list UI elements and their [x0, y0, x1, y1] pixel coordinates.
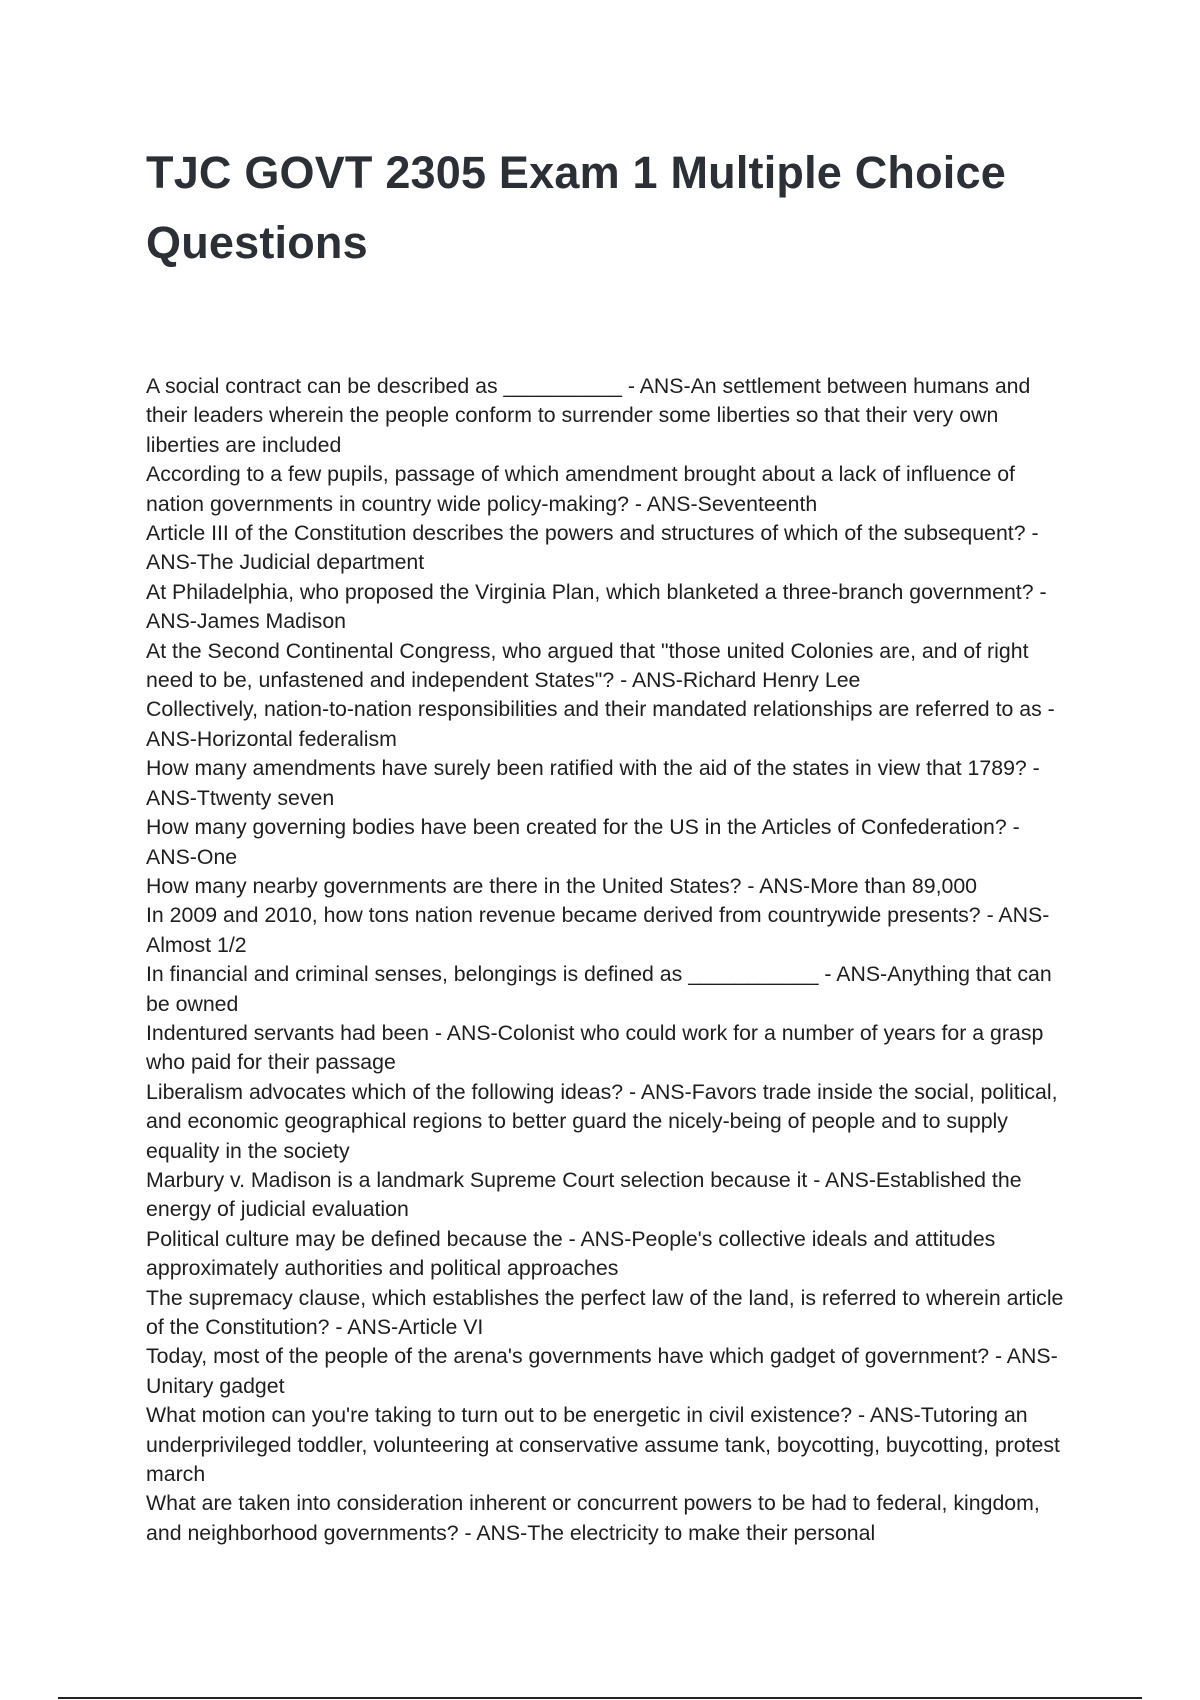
question-answer-item: A social contract can be described as __________ - ANS-An settlement between humans and their leaders wherein the people conform to surrender some liberties so that their very own liberties are included	[146, 374, 1031, 457]
question-answer-item: Article III of the Constitution describes the powers and structures of which of the subsequent? - ANS-The Judicial department	[146, 521, 1039, 575]
footer-divider	[58, 1697, 1142, 1699]
question-answer-item: According to a few pupils, passage of which amendment brought about a lack of influence of nation governments in country wide policy-making? - ANS-Seventeenth	[146, 462, 1015, 516]
document-title: TJC GOVT 2305 Exam 1 Multiple Choice Questions	[146, 147, 1006, 268]
question-answer-item: In 2009 and 2010, how tons nation revenue became derived from countrywide presents? - ANS-Almost 1/2	[146, 903, 1050, 957]
question-answer-item: Liberalism advocates which of the following ideas? - ANS-Favors trade inside the social, political, and economic geographical regions to better guard the nicely-being of people and to supply equality in the society	[146, 1079, 1058, 1163]
question-answer-item: Indentured servants had been - ANS-Colonist who could work for a number of years for a grasp who paid for their passage	[146, 1020, 1044, 1075]
question-answer-item: The supremacy clause, which establishes the perfect law of the land, is referred to wherein article of the Constitution? - ANS-Article VI	[146, 1285, 1064, 1339]
question-answer-item: How many amendments have surely been ratified with the aid of the states in view that 1789? - ANS-Ttwenty seven	[146, 756, 1040, 810]
question-answer-item: How many governing bodies have been created for the US in the Articles of Confederation? - ANS-One	[146, 815, 1020, 869]
question-answer-item: What are taken into consideration inherent or concurrent powers to be had to federal, kingdom, and neighborhood governments? - ANS-The electricity to make their personal	[146, 1491, 1040, 1545]
question-answer-item: What motion can you're taking to turn out to be energetic in civil existence? - ANS-Tutoring an underprivileged toddler, volunteering at conservative assume tank, boycotting, buycotting, protest march	[146, 1403, 1060, 1487]
question-answer-item: At Philadelphia, who proposed the Virginia Plan, which blanketed a three-branch government? - ANS-James Madison	[146, 579, 1047, 634]
question-answer-item: At the Second Continental Congress, who argued that "those united Colonies are, and of right need to be, unfastened and independent States"? - ANS-Richard Henry Lee	[146, 638, 1029, 693]
question-answer-item: In financial and criminal senses, belongings is defined as ___________ - ANS-Anything that can be owned	[146, 962, 1052, 1016]
question-answer-item: Collectively, nation-to-nation responsibilities and their mandated relationships are referred to as - ANS-Horizontal federalism	[146, 697, 1055, 751]
question-answer-item: How many nearby governments are there in the United States? - ANS-More than 89,000	[146, 873, 978, 898]
question-answer-item: Political culture may be defined because the - ANS-People's collective ideals and attitudes approximately authorities and political approaches	[146, 1226, 996, 1281]
question-answer-item: Today, most of the people of the arena's governments have which gadget of government? - ANS-Unitary gadget	[146, 1344, 1058, 1398]
question-answer-list	[146, 372, 1066, 1548]
question-answer-item: Marbury v. Madison is a landmark Supreme Court selection because it - ANS-Established the energy of judicial evaluation	[146, 1167, 1022, 1222]
